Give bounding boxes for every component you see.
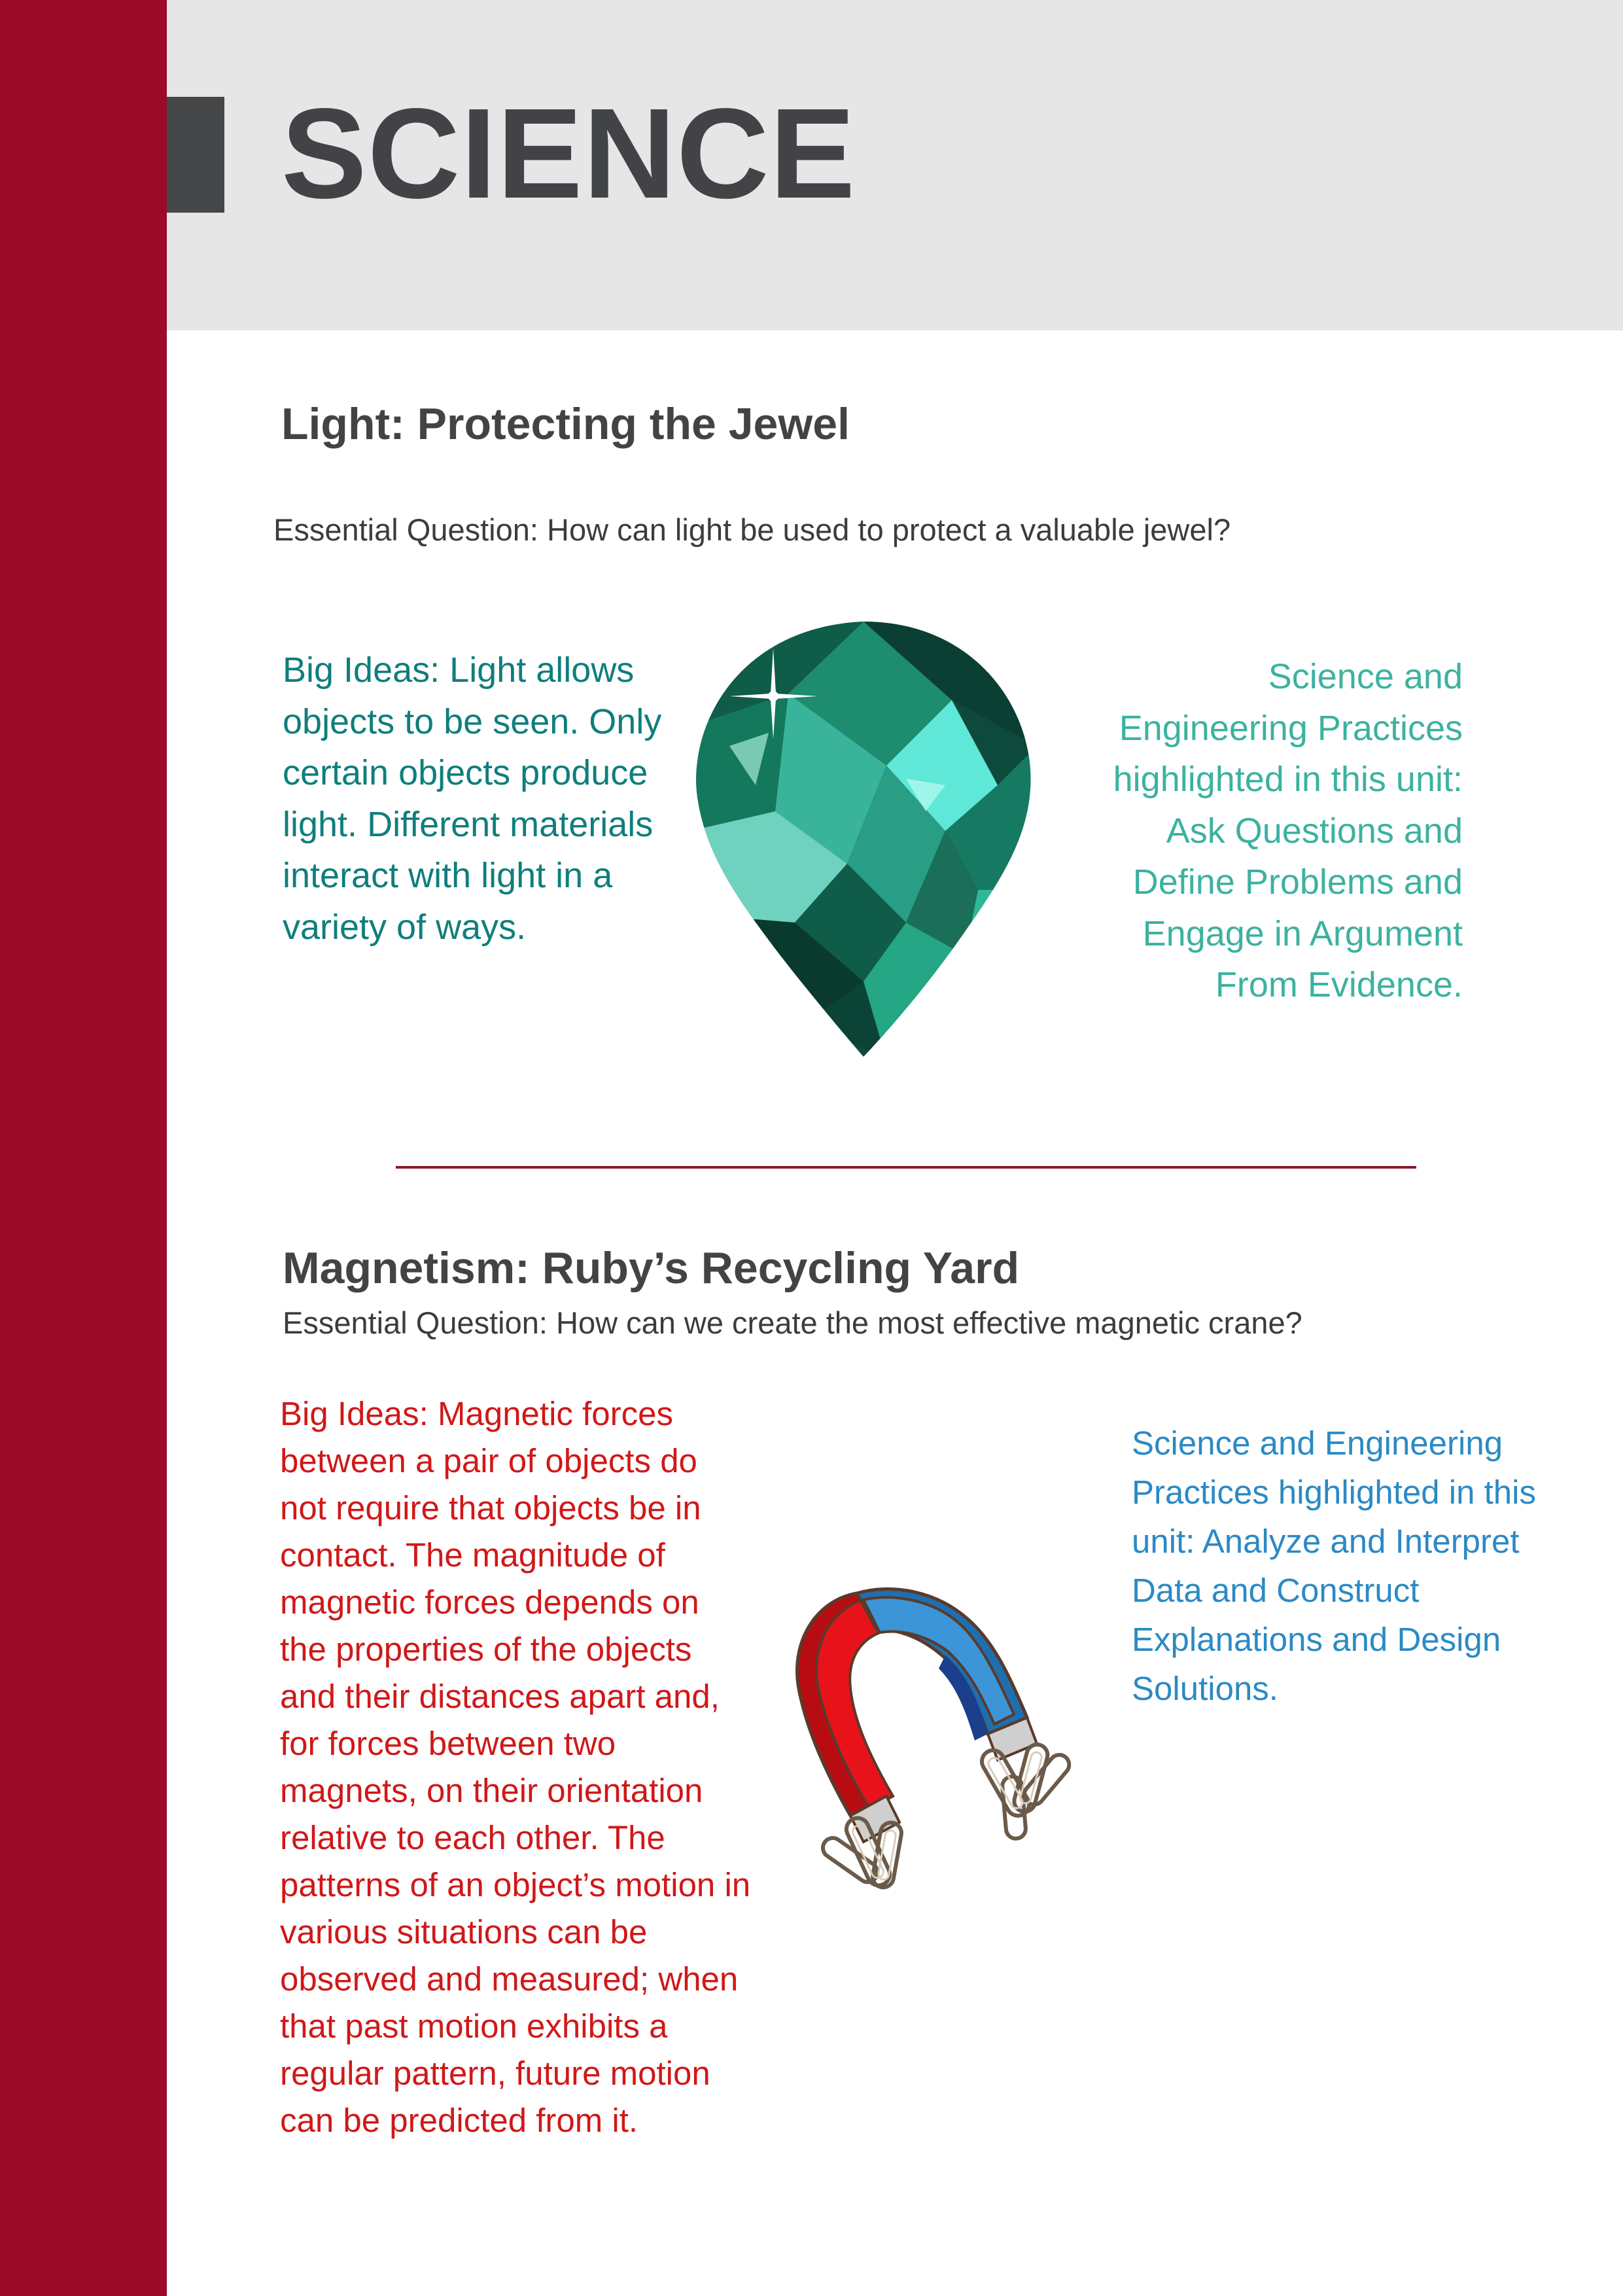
- magnetism-essential-question: Essential Question: How can we create the most effective magnetic crane?: [283, 1305, 1302, 1340]
- emerald-jewel-icon: [690, 615, 1037, 1060]
- page-title: SCIENCE: [281, 82, 856, 225]
- light-essential-question: Essential Question: How can light be used to protect a valuable jewel?: [273, 512, 1231, 547]
- magnetism-unit-title: Magnetism: Ruby’s Recycling Yard: [283, 1243, 1020, 1293]
- light-unit-title: Light: Protecting the Jewel: [281, 399, 850, 449]
- light-practices: Science and Engineering Practices highlighted in this unit: Ask Questions and Define Problems and Engage in Argument From Evidence.: [1113, 657, 1463, 1004]
- section-divider: [396, 1166, 1416, 1169]
- light-big-ideas: Big Ideas: Light allows objects to be seen. Only certain objects produce light. Different materials interact with light in a variety of ways.: [283, 650, 662, 947]
- magnetism-practices: Science and Engineering Practices highlighted in this unit: Analyze and Interpret Data and Construct Explanations and Design Solutions.: [1132, 1424, 1537, 1707]
- horseshoe-magnet-icon: [778, 1580, 1106, 1920]
- magnetism-big-ideas: Big Ideas: Magnetic forces between a pair of objects do not require that objects be in contact. The magnitude of magnetic forces depends on the properties of the objects and their distances apart and, for forces between two magnets, on their orientation relative to each other. The patterns of an object’s motion in various situations can be observed and measured; when that past motion exhibits a regular pattern, future motion can be predicted from it.: [280, 1395, 751, 2139]
- left-sidebar-band: [0, 0, 167, 2296]
- header-accent-bar: [167, 97, 224, 213]
